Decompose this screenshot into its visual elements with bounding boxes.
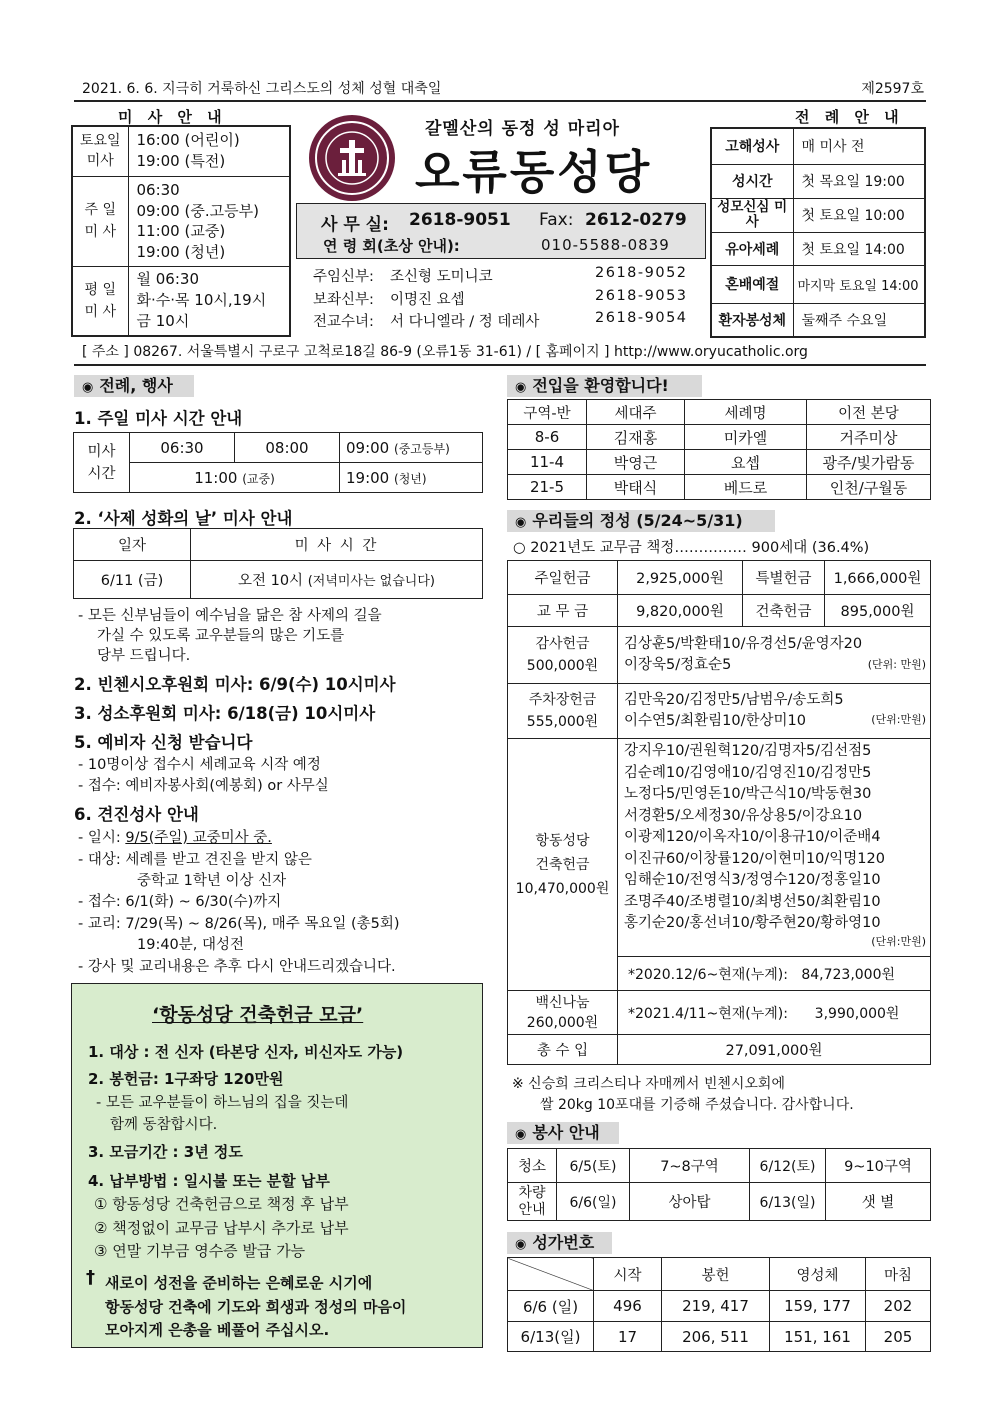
liturgy-table: 고해성사 매 미사 전 성시간 첫 목요일 19:00 성모신심 미사 첫 토요일 10:00 유아세례 첫 토요일 14:00 혼배예절 마지막 토요일 14:00 환자봉성체 둘째주 수요일	[710, 127, 926, 338]
clergy-name: 이명진 요셉	[390, 292, 465, 308]
item-vocation: 3. 성소후원회 미사: 6/18(금) 10시미사	[74, 704, 376, 723]
service-table: 청소 6/5(토) 7~8구역 6/12(토) 9~10구역 차량 안내 6/6(일) 상아탑 6/13(일) 샛 별	[507, 1148, 931, 1221]
fax-number: 2612-0279	[585, 210, 687, 230]
clergy-role: 전교수녀:	[313, 314, 374, 330]
bullet-icon: ◉	[82, 380, 94, 395]
priest-day-table: 일자 미 사 시 간 6/11 (금) 오전 10시 (저녁미사는 없습니다)	[73, 528, 483, 599]
item-sunday-mass: 1. 주일 미사 시간 안내	[74, 409, 243, 428]
bullet-icon: ◉	[515, 1237, 527, 1252]
clergy-name: 조신형 도미니코	[390, 269, 493, 285]
issue-number: 제2597호	[861, 81, 924, 97]
header-date: 2021. 6. 6. 지극히 거룩하신 그리스도의 성체 성혈 대축일	[82, 81, 442, 97]
assoc-label: 연 령 회(초상 안내):	[323, 237, 460, 255]
bullet-icon: ◉	[515, 515, 527, 530]
bullet-icon: ◉	[515, 1127, 527, 1142]
hymn-table: 시작 봉헌 영성체 마침 6/6 (일) 496 219, 417 159, 177 202 6/13(일) 17 206, 511 151, 161 205	[507, 1257, 931, 1352]
cross-icon: †	[86, 1267, 95, 1288]
assoc-phone: 010-5588-0839	[541, 236, 670, 254]
clergy-name: 서 다니엘라 / 정 데레사	[390, 314, 540, 330]
section-title-liturgy: ◉ 전례, 행사	[74, 375, 194, 397]
offering-table: 주일헌금 2,925,000원 특별헌금 1,666,000원 교 무 금 9,820,000원 건축헌금 895,000원 감사헌금 500,000원 김상훈5/박환태10/유경선5/윤영자20 이장욱5/정효순5 (단위: 만원) 주차장헌금 555,000원 김만욱20/김정만5/남범우/송도희5 이수연5/최환림10/한상미10 (단위:만원) 항동성당 건축헌금 10,470,000원 강지우10/권원혁120/김명자5/김선점5 김순례10/김영애10/김영진10/김정만5 노정다5/민영돈10/박근식10/박동현30 서경환5/오세정30/유상용5/이강요10 이광제120/이옥자10/이용규10/이준배4 이진규60/이창률120/이현미10/익명120 임해순10/전영식3/정영수120/정홍일10 조명주40/조병렬10/최병선50/최환림10 홍기순20/홍선녀10/황주현20/황하영10 (단위:만원) *2020.12/6~현재(누계): 84,723,000원 백신나눔 260,000원 *2021.4/11~현재(누계): 3,990,000원 총 수 입 27,091,000원	[507, 560, 931, 1065]
table-row: 6/6 (일) 496 219, 417 159, 177 202	[508, 1291, 931, 1322]
item-vincent: 2. 빈첸시오후원회 미사: 6/9(수) 10시미사	[74, 675, 396, 694]
office-phone: 2618-9051	[409, 210, 511, 230]
sunday-mass-table: 미사 시간 06:30 08:00 09:00 (중고등부) 11:00 (교중) 19:00 (청년)	[73, 432, 483, 493]
item-catechumen: 5. 예비자 신청 받습니다	[74, 733, 253, 752]
fund-box: ‘항동성당 건축헌금 모금’ 1. 대상 : 전 신자 (타본당 신자, 비신자도 가능) 2. 봉헌금: 1구좌당 120만원 - 모든 교우분들이 하느님의 집을 짓는데 함께 동참합시다. 3. 모금기간 : 3년 정도 4. 납부방법 : 일시불 또는 분할 납부 ① 항동성당 건축헌금으로 책정 후 납부 ② 책정없이 교무금 납부시 추가로 납부 ③ 연말 기부금 영수증 발급 가능 † 새로이 성전을 준비하는 은혜로운 시기에 항동성당 건축에 기도와 희생과 정성의 마음이 모아지게 은총을 베풀어 주십시오.	[71, 983, 483, 1348]
table-row: 11-4 박영근 요셉 광주/빛가람동	[508, 450, 931, 475]
table-row: 21-5 박태식 베드로 인천/구월동	[508, 475, 931, 500]
church-subtitle: 갈멜산의 동정 성 마리아	[425, 119, 620, 139]
mass-row-label: 평 일 미 사	[72, 266, 128, 336]
office-label: 사 무 실:	[321, 215, 389, 235]
church-name: 오류동성당	[415, 145, 653, 199]
table-row: 6/13(일) 17 206, 511 151, 161 205	[508, 1322, 931, 1352]
clergy-role: 주임신부:	[313, 269, 374, 285]
mass-label: 미 사 안 내	[118, 108, 227, 126]
header-bar	[74, 80, 926, 102]
section-title-service: ◉ 봉사 안내	[507, 1122, 619, 1144]
welcome-table: 구역-반 세대주 세례명 이전 본당 8-6 김재홍 미카엘 거주미상 11-4 박영근 요셉 광주/빛가람동 21-5 박태식 베드로 인천/구월동	[507, 399, 931, 500]
offering-target: ○ 2021년도 교무금 책정…………… 900세대 (36.4%)	[513, 540, 870, 556]
section-title-welcome: ◉ 전입을 환영합니다!	[507, 375, 702, 397]
table-row: 8-6 김재홍 미카엘 거주미상	[508, 425, 931, 450]
clergy-role: 보좌신부:	[313, 292, 374, 308]
mass-table: 토요일 미사 16:00 (어린이) 19:00 (특전) 주 일 미 사 06:30 09:00 (중.고등부) 11:00 (교중) 19:00 (청년) 평 일 미 사 월 06:30 화·수·목 10시,19시 금 10시	[71, 125, 291, 337]
church-logo-icon	[312, 118, 392, 198]
item-priest-day: 2. ‘사제 성화의 날’ 미사 안내	[74, 509, 293, 528]
office-box	[296, 203, 706, 259]
fax-label: Fax:	[539, 210, 574, 230]
mass-row-label: 주 일 미 사	[72, 176, 128, 266]
clergy-phone: 2618-9054	[595, 310, 688, 326]
section-title-offering: ◉ 우리들의 정성 (5/24~5/31)	[507, 510, 775, 532]
church-logo	[309, 115, 395, 201]
bullet-icon: ◉	[515, 380, 527, 395]
item-confirmation: 6. 견진성사 안내	[74, 805, 199, 824]
mass-row-label: 토요일 미사	[72, 126, 128, 176]
liturgy-label: 전 례 안 내	[795, 108, 904, 126]
section-title-hymn: ◉ 성가번호	[507, 1232, 612, 1254]
clergy-phone: 2618-9052	[595, 265, 688, 281]
fund-title: ‘항동성당 건축헌금 모금’	[152, 1004, 364, 1026]
address-bar: [ 주소 ] 08267. 서울특별시 구로구 고척로18길 86-9 (오류1동 31-61) / [ 홈페이지 ] http://www.oryucatholic.org	[74, 341, 926, 366]
clergy-phone: 2618-9053	[595, 288, 688, 304]
